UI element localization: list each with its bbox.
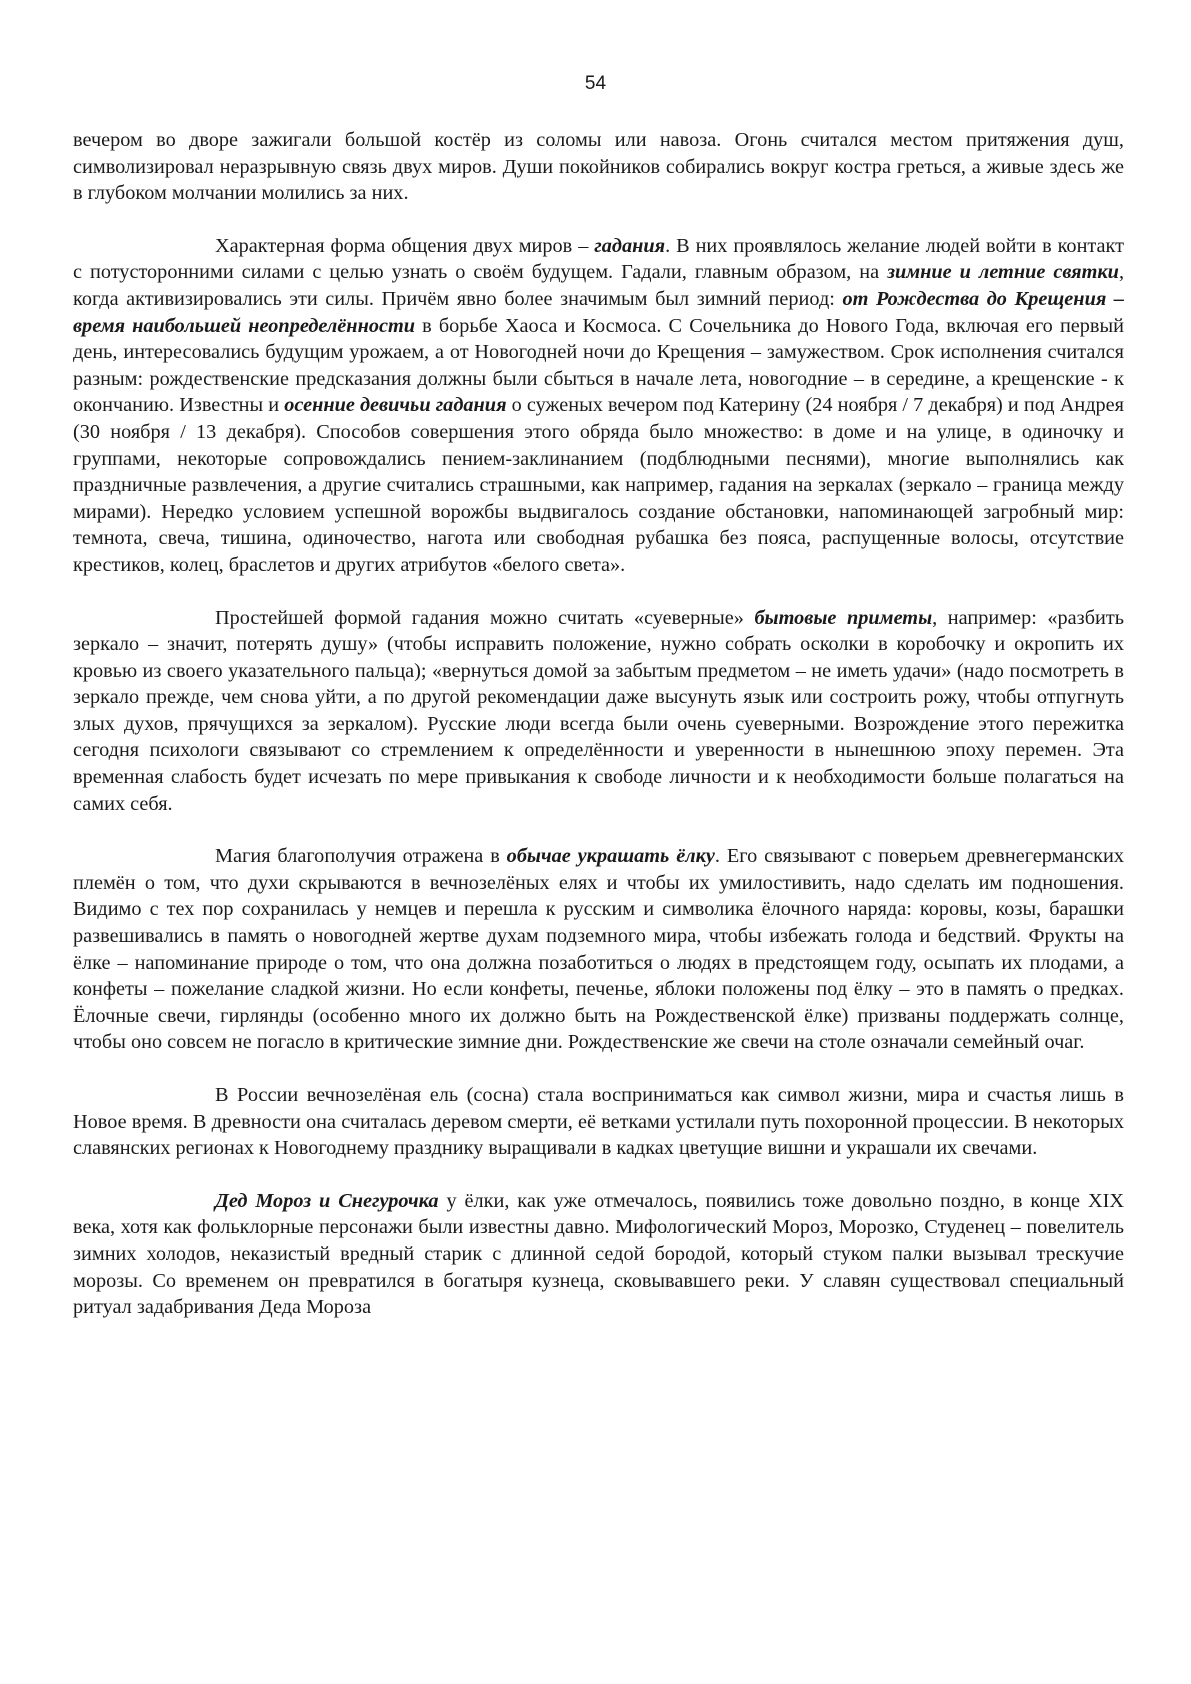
emphasized-term: осенние девичьи гадания bbox=[284, 394, 507, 417]
text-run: . Его связывают с поверьем древнегерманских племён о том, что духи скрываются в вечнозелёных елях и чтобы их умилостивить, надо сделать им подношения. Видимо с тех пор сохранилась у немцев и перешла к русским и символика ёлочного наряда: коровы, козы, барашки развешивались в память о новогодней жертве духам подземного мира, чтобы избежать голода и бедствий. Фрукты на ёлке – напоминание природе о том, что она должна позаботиться о людях в предстоящем году, осыпать их плодами, а конфеты – пожелание сладкой жизни. Но если конфеты, печенье, яблоки положены под ёлку – это в память о предках. Ёлочные свечи, гирлянды (особенно много их должно быть на Рождественской ёлке) призваны поддержать солнце, чтобы оно совсем не погасло в критические зимние дни. Рождественские же свечи на столе означали семейный очаг. bbox=[73, 845, 1124, 1054]
paragraph bbox=[73, 233, 1124, 579]
emphasized-term: гадания bbox=[594, 234, 666, 257]
text-run: Простейшей формой гадания можно считать «суеверные» bbox=[215, 606, 755, 629]
text-run: . В них проявлялось желание людей войти в контакт с потусторонними силами с целью узнать о своём будущем. Гадали, главным образом, на bbox=[73, 234, 1124, 284]
emphasized-term: от Рождества до Крещения – время наибольшей неопределённости bbox=[73, 287, 1124, 337]
text-run: Характерная форма общения двух миров – bbox=[215, 234, 595, 257]
text-run: о суженых вечером под Катерину (24 ноября / 7 декабря) и под Андрея (30 ноября / 13 декабря). Способов совершения этого обряда было множество: в доме и на улице, в одиночку и группами, некоторые сопровождались пением-заклинанием (подблюдными песнями), многие выполнялись как праздничные развлечения, а другие считались страшными, как например, гадания на зеркалах (зеркало – граница между мирами). Нередко условием успешной ворожбы выдвигалось создание обстановки, напоминающей загробный мир: темнота, свеча, тишина, одиночество, нагота или свободная рубашка без пояса, распущенные волосы, отсутствие крестиков, колец, браслетов и других атрибутов «белого света». bbox=[73, 394, 1124, 576]
text-run: В России вечнозелёная ель (сосна) стала восприниматься как символ жизни, мира и счастья лишь в Новое время. В древности она считалась деревом смерти, её ветками устилали путь похоронной процессии. В некоторых славянских регионах к Новогоднему празднику выращивали в кадках цветущие вишни и украшали их свечами. bbox=[73, 1084, 1124, 1160]
emphasized-term: бытовые приметы bbox=[754, 606, 933, 629]
text-run: Магия благополучия отражена в bbox=[215, 845, 507, 868]
emphasized-term: обычае украшать ёлку bbox=[506, 845, 715, 868]
text-run: , когда активизировались эти силы. Причём явно более значимым был зимний период: bbox=[73, 261, 1125, 310]
text-run: в борьбе Хаоса и Космоса. С Сочельника до Нового Года, включая его первый день, интересовались будущим урожаем, а от Новогодней ночи до Крещения – замужеством. Срок исполнения считался разным: рождественские предсказания должны были сбыться в начале лета, новогодние – в середине, а крещенские - к окончанию. Известны и bbox=[73, 314, 1124, 417]
document-body bbox=[73, 127, 1124, 1321]
text-run: у ёлки, как уже отмечалось, появились тоже довольно поздно, в конце XIX века, хотя как фольклорные персонажи были известны давно. Мифологический Мороз, Морозко, Студенец – повелитель зимних холодов, неказистый вредный старик с длинной седой бородой, который стуком палки вызывал трескучие морозы. Со временем он превратился в богатыря кузнеца, сковывавшего реки. У славян существовал специальный ритуал задабривания Деда Мороза bbox=[73, 1189, 1124, 1319]
paragraph bbox=[73, 843, 1124, 1056]
emphasized-term: Дед Мороз и Снегурочка bbox=[215, 1189, 439, 1212]
page-number: 54 bbox=[584, 73, 607, 94]
paragraph bbox=[73, 127, 1124, 207]
text-run: вечером во дворе зажигали большой костёр из соломы или навоза. Огонь считался местом притяжения душ, символизировал неразрывную связь двух миров. Души покойников собирались вокруг костра греться, а живые здесь же в глубоком молчании молились за них. bbox=[73, 129, 1124, 205]
paragraph bbox=[73, 1188, 1124, 1321]
paragraph bbox=[73, 605, 1124, 818]
emphasized-term: зимние и летние святки bbox=[887, 261, 1119, 284]
text-run: , например: «разбить зеркало – значит, потерять душу» (чтобы исправить положение, нужно собрать осколки в коробочку и окропить их кровью из своего указательного пальца); «вернуться домой за забытым предметом – не иметь удачи» (надо посмотреть в зеркало прежде, чем снова уйти, а по другой рекомендации даже высунуть язык или состроить рожу, чтобы отпугнуть злых духов, прячущихся за зеркалом). Русские люди всегда были очень суеверными. Возрождение этого пережитка сегодня психологи связывают со стремлением к определённости и уверенности в нынешнюю эпоху перемен. Эта временная слабость будет исчезать по мере привыкания к свободе личности и к необходимости больше полагаться на самих себя. bbox=[73, 606, 1124, 815]
paragraph bbox=[73, 1082, 1124, 1162]
